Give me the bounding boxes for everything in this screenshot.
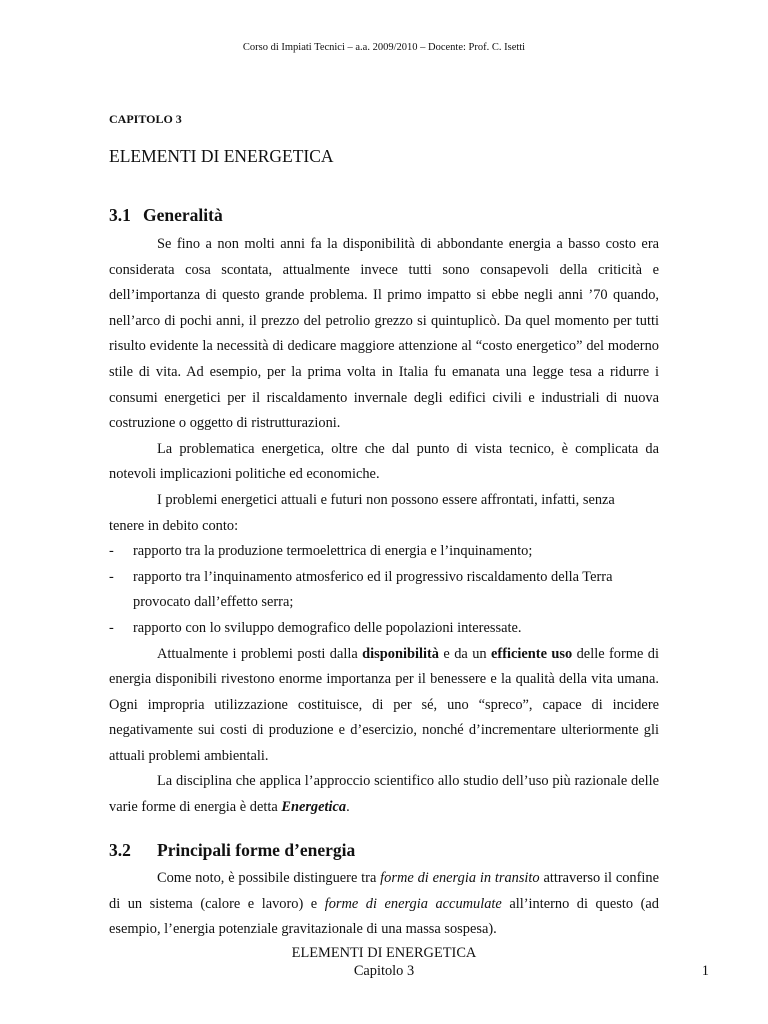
paragraph-1: Come noto, è possibile distinguere tra forme di energia in transito attraverso il confine di un sistema (calore e lavoro) e forme di energia accumulate all’interno di questo (ad esempio, l’energia potenziale gravitazionale di una massa sospesa). (109, 870, 659, 938)
section-number: 3.2 (109, 840, 131, 860)
section-3-1-body (109, 232, 659, 821)
section-heading-3-1 (109, 205, 223, 226)
considerations-list (109, 539, 659, 641)
footer-chapter: Capitolo 3 (353, 963, 415, 979)
chapter-title: ELEMENTI DI ENERGETICA (109, 146, 334, 166)
term-energetica: Energetica (281, 799, 347, 816)
running-header: Corso di Impiati Tecnici – a.a. 2009/2010 – Docente: Prof. C. Isetti (242, 42, 526, 53)
paragraph-1: Se fino a non molti anni fa la disponibilità di abbondante energia a basso costo era considerata cosa scontata, attualmente invece tutti sono consapevoli della criticità e dell’importanza di questo grande problema. Il primo impatto si ebbe negli anni ’70 quando, nell’arco di pochi anni, il prezzo del petrolio grezzo si quintuplicò. Da quel momento per tutti risulto evidente la necessità di dedicare maggiore attenzione al “costo energetico” del moderno stile di vita. Ad esempio, per la prima volta in Italia fu emanata una legge tesa a ridurre i consumi energetici per il riscaldamento invernale degli edifici civili e industriali di nuova costruzione o oggetto di ristrutturazioni. (109, 236, 659, 432)
paragraph-4: Attualmente i problemi posti dalla disponibilità e da un efficiente uso delle forme di energia disponibili rivestono enorme importanza per il benessere e la qualità della vita umana. Ogni impropria utilizzazione costituisce, di per sé, uno “spreco”, capace di incidere negativamente sui costi di produzione e d’esercizio, nonché d’incrementare ulteriormente gli attuali problemi ambientali. (109, 645, 659, 764)
paragraph-3-continuation: tenere in debito conto: (109, 517, 239, 534)
section-3-2-body (109, 866, 659, 943)
emphasis-efficiente-uso: efficiente uso (491, 645, 573, 662)
paragraph-2: La problematica energetica, oltre che dal punto di vista tecnico, è complicata da notevoli implicazioni politiche ed economiche. (109, 440, 659, 483)
list-item: - rapporto tra la produzione termoelettrica di energia e l’inquinamento; (109, 539, 659, 565)
term-energia-in-transito: forme di energia in transito (380, 870, 540, 886)
paragraph-5: La disciplina che applica l’approccio scientifico allo studio dell’uso più razionale delle varie forme di energia è detta Energetica. (109, 773, 659, 816)
section-title: Principali forme d’energia (157, 840, 356, 860)
list-item: - rapporto tra l’inquinamento atmosferico ed il progressivo riscaldamento della Terra provocato dall’effetto serra; (109, 565, 659, 616)
section-title: Generalità (143, 205, 223, 225)
paragraph-3: I problemi energetici attuali e futuri non possono essere affrontati, infatti, senza (157, 491, 615, 508)
footer-title: ELEMENTI DI ENERGETICA (291, 945, 477, 961)
page-number: 1 (701, 963, 709, 979)
section-heading-3-2 (109, 840, 355, 861)
section-number: 3.1 (109, 205, 131, 225)
term-energia-accumulate: forme di energia accumulate (324, 895, 502, 912)
chapter-label: CAPITOLO 3 (109, 112, 182, 126)
list-item: - rapporto con lo sviluppo demografico delle popolazioni interessate. (109, 616, 659, 642)
emphasis-disponibilita: disponibilità (362, 645, 439, 662)
running-footer (0, 944, 768, 980)
